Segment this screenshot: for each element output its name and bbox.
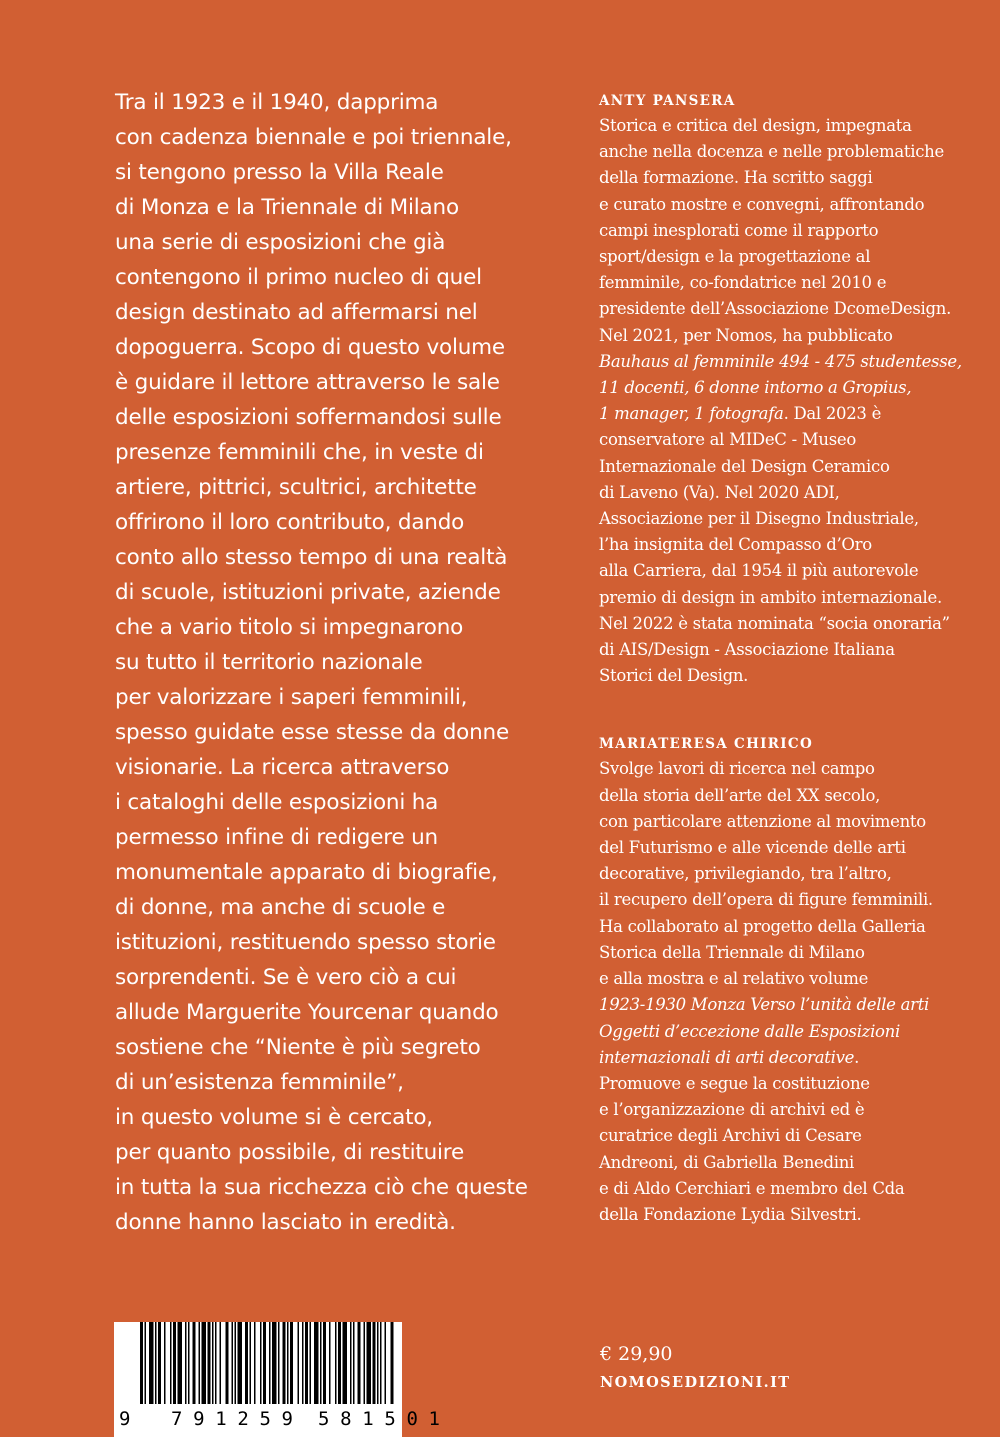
bio-line	[599, 966, 984, 992]
bio-line	[599, 165, 984, 191]
author-name: MARIATERESA CHIRICO	[599, 736, 814, 753]
bio-text: premio di design in ambito internazionale.	[599, 587, 942, 607]
blurb-line: di donne, ma anche di scuole e	[115, 895, 446, 920]
bio-line	[599, 480, 984, 506]
bio-line	[599, 1097, 984, 1123]
author-name: ANTY PANSERA	[599, 93, 736, 109]
author-bio	[599, 91, 984, 689]
bio-text: l’ha insignita del Compasso d’Oro	[599, 535, 872, 555]
blurb-line: offrirono il loro contributo, dando	[115, 510, 465, 535]
bio-text: Internazionale del Design Ceramico	[599, 456, 890, 476]
bio-text: di Laveno (Va). Nel 2020 ADI,	[599, 482, 840, 502]
bio-text: della formazione. Ha scritto saggi	[599, 168, 873, 188]
barcode	[114, 1322, 440, 1437]
bio-line	[599, 113, 984, 139]
blurb	[115, 85, 585, 1240]
barcode-digits-left: 791259	[171, 1408, 293, 1430]
bio-text: Svolge lavori di ricerca nel campo	[599, 759, 875, 779]
blurb-line: che a vario titolo si impegnarono	[115, 615, 464, 640]
bio-line	[599, 349, 984, 375]
bio-text: Promuove e segue la costituzione	[599, 1073, 870, 1093]
bio-text: della Fondazione Lydia Silvestri.	[599, 1204, 862, 1224]
bio-line	[599, 637, 984, 663]
bio-line	[599, 940, 984, 966]
bio-line	[599, 663, 984, 689]
bio-line	[599, 611, 984, 637]
bio-line	[599, 532, 984, 558]
bio-italic-text: 11 docenti, 6 donne intorno a Gropius,	[599, 378, 912, 398]
bio-text: conservatore al MIDeC - Museo	[599, 430, 856, 450]
bio-line	[599, 1150, 984, 1176]
blurb-line: permesso infine di redigere un	[115, 825, 438, 850]
bio-text: e di Aldo Cerchiari e membro del Cda	[599, 1178, 905, 1198]
bio-text: della storia dell’arte del XX secolo,	[599, 785, 881, 805]
blurb-line: sorprendenti. Se è vero ciò a cui	[115, 965, 457, 990]
bio-text: Associazione per il Disegno Industriale,	[599, 509, 919, 529]
bio-text: .	[854, 1047, 860, 1067]
bio-line	[599, 809, 984, 835]
blurb-line: su tutto il territorio nazionale	[115, 650, 423, 675]
bio-italic-text: 1 manager, 1 fotografa	[599, 404, 784, 424]
publisher-website: NOMOSEDIZIONI.IT	[600, 1374, 791, 1391]
author-bios	[599, 91, 984, 1273]
blurb-line: spesso guidate esse stesse da donne	[115, 720, 509, 745]
author-bio	[599, 734, 984, 1228]
blurb-line: in tutta la sua ricchezza ciò che queste	[115, 1175, 528, 1200]
bio-italic-text: Oggetti d’eccezione dalle Esposizioni	[599, 1021, 900, 1041]
bio-text: . Dal 2023 è	[783, 404, 882, 424]
blurb-line: visionarie. La ricerca attraverso	[115, 755, 450, 780]
bio-text: Storica della Triennale di Milano	[599, 942, 865, 962]
bio-line	[599, 139, 984, 165]
bio-text: del Futurismo e alle vicende delle arti	[599, 838, 906, 858]
bio-line	[599, 1202, 984, 1228]
bio-line	[599, 270, 984, 296]
blurb-line: delle esposizioni soffermandosi sulle	[115, 405, 502, 430]
barcode-digit-prefix: 9	[119, 1408, 131, 1430]
blurb-line: di un’esistenza femminile”,	[115, 1070, 404, 1095]
bio-text: e alla mostra e al relativo volume	[599, 969, 869, 989]
blurb-line: allude Marguerite Yourcenar quando	[115, 1000, 499, 1025]
blurb-line: si tengono presso la Villa Reale	[115, 160, 444, 185]
blurb-line: monumentale apparato di biografie,	[115, 860, 498, 885]
bio-text: Ha collaborato al progetto della Galleria	[599, 916, 926, 936]
blurb-line: sostiene che “Niente è più segreto	[115, 1035, 481, 1060]
bio-italic-text: internazionali di arti decorative	[599, 1047, 855, 1067]
blurb-line: presenze femminili che, in veste di	[115, 440, 484, 465]
bio-line	[599, 783, 984, 809]
blurb-line: Tra il 1923 e il 1940, dapprima	[115, 90, 439, 115]
bio-line	[599, 558, 984, 584]
bio-text: campi inesplorati come il rapporto	[599, 220, 879, 240]
blurb-line: per valorizzare i saperi femminili,	[115, 685, 468, 710]
blurb-line: design destinato ad affermarsi nel	[115, 300, 478, 325]
bio-line	[599, 427, 984, 453]
bio-text: decorative, privilegiando, tra l’altro,	[599, 864, 892, 884]
bio-text: con particolare attenzione al movimento	[599, 811, 926, 831]
bio-line	[599, 1071, 984, 1097]
bio-line	[599, 323, 984, 349]
blurb-line: di scuole, istituzioni private, aziende	[115, 580, 501, 605]
bio-italic-text: 1923-1930 Monza Verso l’unità delle arti	[599, 995, 930, 1015]
bio-line	[599, 296, 984, 322]
blurb-line: i cataloghi delle esposizioni ha	[115, 790, 439, 815]
barcode-digits	[114, 1322, 440, 1437]
price: € 29,90	[600, 1343, 673, 1365]
bio-line	[599, 756, 984, 782]
bio-text: femminile, co-fondatrice nel 2010 e	[599, 273, 887, 293]
bio-text: sport/design e la progettazione al	[599, 247, 871, 267]
blurb-line: con cadenza biennale e poi triennale,	[115, 125, 512, 150]
bio-text: Storica e critica del design, impegnata	[599, 116, 912, 135]
bio-text: e l’organizzazione di archivi ed è	[599, 1100, 865, 1120]
bio-line	[599, 914, 984, 940]
blurb-line: una serie di esposizioni che già	[115, 230, 446, 255]
bio-text: e curato mostre e convegni, affrontando	[599, 194, 925, 214]
bio-italic-text: Bauhaus al femminile 494 - 475 studentesse,	[599, 351, 962, 371]
bio-line	[599, 375, 984, 401]
bio-line	[599, 401, 984, 427]
bio-line	[599, 454, 984, 480]
bio-text: Nel 2022 è stata nominata “socia onoraria”	[599, 613, 950, 633]
bio-text: alla Carriera, dal 1954 il più autorevole	[599, 561, 919, 581]
bio-line	[599, 1045, 984, 1071]
blurb-line: contengono il primo nucleo di quel	[115, 265, 482, 290]
bio-text: Storici del Design.	[599, 666, 749, 686]
bio-line	[599, 835, 984, 861]
blurb-line: dopoguerra. Scopo di questo volume	[115, 335, 505, 360]
blurb-line: artiere, pittrici, scultrici, architette	[115, 475, 477, 500]
bio-text: Andreoni, di Gabriella Benedini	[599, 1152, 855, 1172]
bio-line	[599, 244, 984, 270]
bio-line	[599, 1176, 984, 1202]
bio-text: presidente dell’Associazione DcomeDesign.	[599, 299, 952, 319]
blurb-line: è guidare il lettore attraverso le sale	[115, 370, 500, 395]
bio-text: anche nella docenza e nelle problematiche	[599, 142, 944, 162]
bio-line	[599, 192, 984, 218]
bio-line	[599, 1123, 984, 1149]
bio-text: Nel 2021, per Nomos, ha pubblicato	[599, 325, 893, 345]
blurb-line: conto allo stesso tempo di una realtà	[115, 545, 508, 570]
blurb-line: istituzioni, restituendo spesso storie	[115, 930, 496, 955]
bio-line	[599, 1019, 984, 1045]
blurb-line: per quanto possibile, di restituire	[115, 1140, 464, 1165]
blurb-line: in questo volume si è cercato,	[115, 1105, 433, 1130]
bio-text: il recupero dell’opera di figure femminili.	[599, 890, 933, 910]
bio-line	[599, 218, 984, 244]
bio-line	[599, 506, 984, 532]
bio-text: curatrice degli Archivi di Cesare	[599, 1126, 862, 1146]
bio-text: di AIS/Design - Associazione Italiana	[599, 640, 895, 660]
blurb-line: donne hanno lasciato in eredità.	[115, 1210, 456, 1235]
bio-line	[599, 861, 984, 887]
bio-line	[599, 887, 984, 913]
barcode-digits-right: 581501	[318, 1408, 440, 1430]
bio-line	[599, 992, 984, 1018]
bio-line	[599, 585, 984, 611]
blurb-line: di Monza e la Triennale di Milano	[115, 195, 459, 220]
